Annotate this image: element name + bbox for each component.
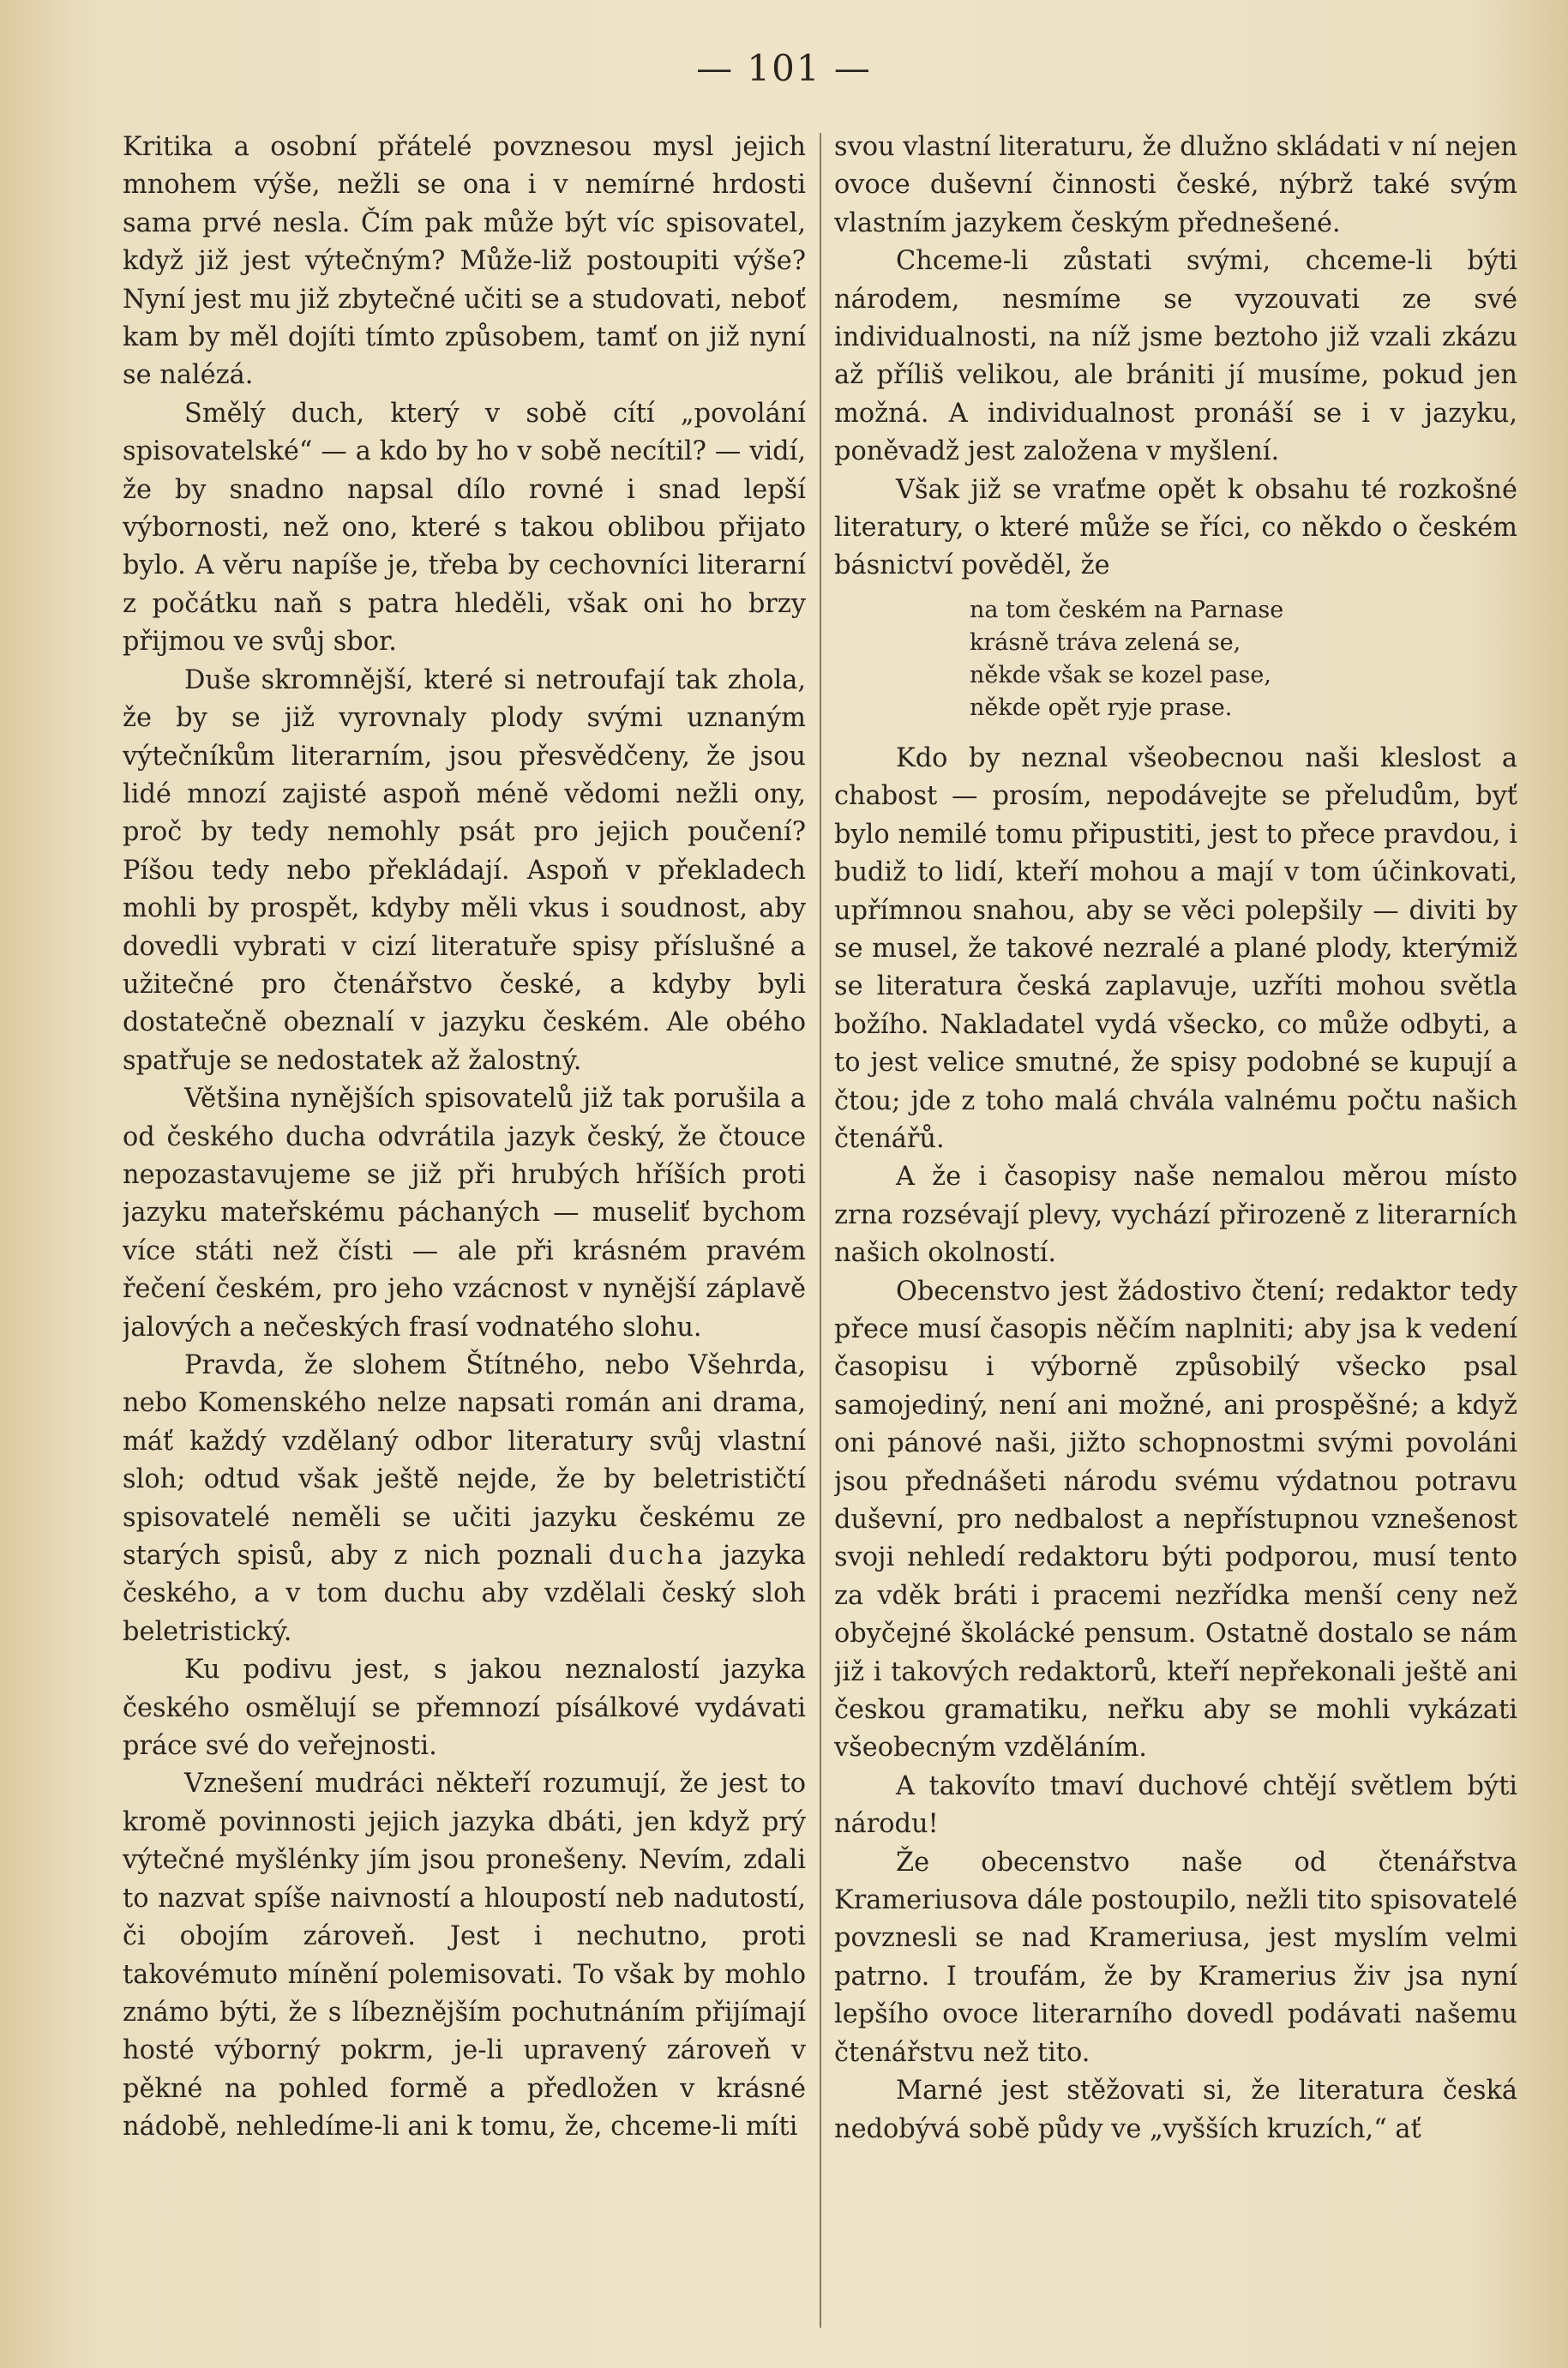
paragraph: svou vlastní literaturu, že dlužno skládati v ní nejen ovoce duševní činnosti české, nýbrž také svým vlastním jazykem českým přednešené. bbox=[834, 132, 1517, 238]
paragraph: Však již se vraťme opět k obsahu té rozkošné literatury, o které může se říci, co někdo o českém básnictví pověděl, že bbox=[834, 474, 1517, 581]
paragraph: Smělý duch, který v sobě cítí „povolání spisovatelské“ — a kdo by ho v sobě necítil? — vidí, že by snadno napsal dílo rovné i snad lepší výbornosti, než ono, které s takou oblibou přijato bylo. A věru napíše je, třeba by cechovníci literarní z počátku naň s patra hleděli, však oni ho brzy přijmou ve svůj sbor. bbox=[123, 398, 806, 658]
left-column bbox=[123, 129, 806, 2349]
verse-line: někde opět ryje prase. bbox=[970, 694, 1233, 721]
paragraph: Duše skromnější, které si netroufají tak zhola, že by se již vyrovnaly plody svými uznaným výtečníkům literarním, jsou přesvědčeny, že jsou lidé mnozí zajisté aspoň méně vědomi nežli ony, proč by tedy nemohly psát pro jejich poučení? Píšou tedy nebo překládají. Aspoň v překladech mohli by prospět, kdyby měli vkus i soudnost, aby dovedli vybrati v cizí literatuře spisy příslušné a užitečné pro čtenářstvo české, a kdyby byli dostatečně obeznalí v jazyku českém. Ale obého spatřuje se nedostatek až žalostný. bbox=[123, 664, 806, 1076]
verse-line: někde však se kozel pase, bbox=[970, 661, 1271, 688]
verse-line: na tom českém na Parnase bbox=[970, 596, 1284, 623]
page-number: — 101 — bbox=[696, 47, 872, 89]
paragraph-text: jazyka českého, a v tom duchu aby vzdělali český sloh beletristický. bbox=[123, 1541, 806, 1647]
paragraph: Marné jest stěžovati si, že literatura česká nedobývá sobě půdy ve „vyšších kruzích,“ ať bbox=[834, 2076, 1517, 2144]
verse-line: krásně tráva zelená se, bbox=[970, 628, 1241, 656]
right-column bbox=[834, 129, 1517, 2349]
paragraph: Vznešení mudráci někteří rozumují, že jest to kromě povinnosti jejich jazyka dbáti, jen když prý výtečné myšlénky jím jsou pronešeny. Nevím, zdali to nazvat spíše naivností a hloupostí neb nadutostí, či obojím zároveň. Jest i nechutno, proti takovémuto mínění polemisovati. To však by mohlo známo býti, že s líbeznějším pochutnáním přijímají hosté výborný pokrm, je-li upravený zároveň v pěkné na pohled formě a předložen v krásné nádobě, nehledíme-li ani k tomu, že, chceme-li míti bbox=[123, 1769, 806, 2143]
paragraph: Ku podivu jest, s jakou neznalostí jazyka českého osmělují se přemnozí písálkové vydávati práce své do veřejnosti. bbox=[123, 1655, 806, 1762]
paragraph: Chceme-li zůstati svými, chceme-li býti národem, nesmíme se vyzouvati ze své individualnosti, na níž jsme beztoho již vzali zkázu až příliš velikou, ale brániti jí musíme, pokud jen možná. A individualnost pronáší se i v jazyku, poněvadž jest založena v myšlení. bbox=[834, 246, 1517, 467]
paragraph: Obecenstvo jest žádostivo čtení; redaktor tedy přece musí časopis něčím naplniti; aby jsa k vedení časopisu i výborně způsobilý všecko psal samojediný, není ani možné, ani prospěšné; a když oni pánové naši, jižto schopnostmi svými povoláni jsou přednášeti národu svému výdatnou potravu duševní, pro nedbalost a nepřístupnou vznešenost svoji nehledí redaktoru býti podporou, musí tento za vděk bráti i pracemi nezřídka menší ceny než obyčejné školácké pensum. Ostatně dostalo se nám již i takových redaktorů, kteří nepřekonali ještě ani českou gramatiku, neřku aby se mohli vykázati všeobecným vzděláním. bbox=[834, 1276, 1517, 1764]
emphasized-word: ducha bbox=[608, 1541, 706, 1572]
paragraph bbox=[123, 1347, 806, 1651]
paragraph: Kdo by neznal všeobecnou naši kleslost a chabost — prosím, nepodávejte se přeludům, byť bylo nemilé tomu připustiti, jest to přece pravdou, i budiž to lidí, kteří mohou a mají v tom účinkovati, upřímnou snahou, aby se věci polepšily — diviti by se musel, že takové nezralé a plané plody, kterýmiž se literatura česká zaplavuje, uzříti mohou světla božího. Nakladatel vydá všecko, co může odbyti, a to jest velice smutné, že spisy podobné se kupují a čtou; jde z toho malá chvála valnému počtu našich čtenářů. bbox=[834, 742, 1517, 1154]
paragraph: Kritika a osobní přátelé povznesou mysl jejich mnohem výše, nežli se ona i v nemírné hrdosti sama prvé nesla. Čím pak může být víc spisovatel, když již jest výtečným? Může-liž postoupiti výše? Nyní jest mu již zbytečné učiti se a studovati, neboť kam by měl dojíti tímto způsobem, tamť on již nyní se nalézá. bbox=[123, 132, 806, 391]
paragraph-text: Pravda, že slohem Štítného, nebo Všehrda, nebo Komenského nelze napsati román ani drama, máť každý vzdělaný odbor literatury svůj vlastní sloh; odtud však ještě nejde, že by beletrističtí spisovatelé neměli se učiti jazyku českému ze starých spisů, aby z nich poznali bbox=[123, 1350, 806, 1572]
paragraph: Většina nynějších spisovatelů již tak porušila a od českého ducha odvrátila jazyk český, že čtouce nepozastavujeme se již při hrubých hříších proti jazyku mateřskému páchaných — museliť bychom více státi než čísti — ale při krásném pravém řečení českém, pro jeho vzácnost v nynější záplavě jalových a nečeských frasí vodnatého slohu. bbox=[123, 1084, 806, 1343]
verse-quote bbox=[970, 594, 1517, 724]
paragraph: A že i časopisy naše nemalou měrou místo zrna rozsévají plevy, vychází přirozeně z literarních našich okolností. bbox=[834, 1162, 1517, 1269]
column-divider bbox=[820, 133, 821, 2328]
paragraph: Že obecenstvo naše od čtenářstva Krameriusova dále postoupilo, nežli tito spisovatelé povznesli se nad Krameriusa, jest myslím velmi patrno. I troufám, že by Kramerius živ jsa nyní lepšího ovoce literarního dovedl podávati našemu čtenářstvu než tito. bbox=[834, 1847, 1517, 2068]
paragraph: A takovíto tmaví duchové chtějí světlem býti národu! bbox=[834, 1770, 1517, 1840]
